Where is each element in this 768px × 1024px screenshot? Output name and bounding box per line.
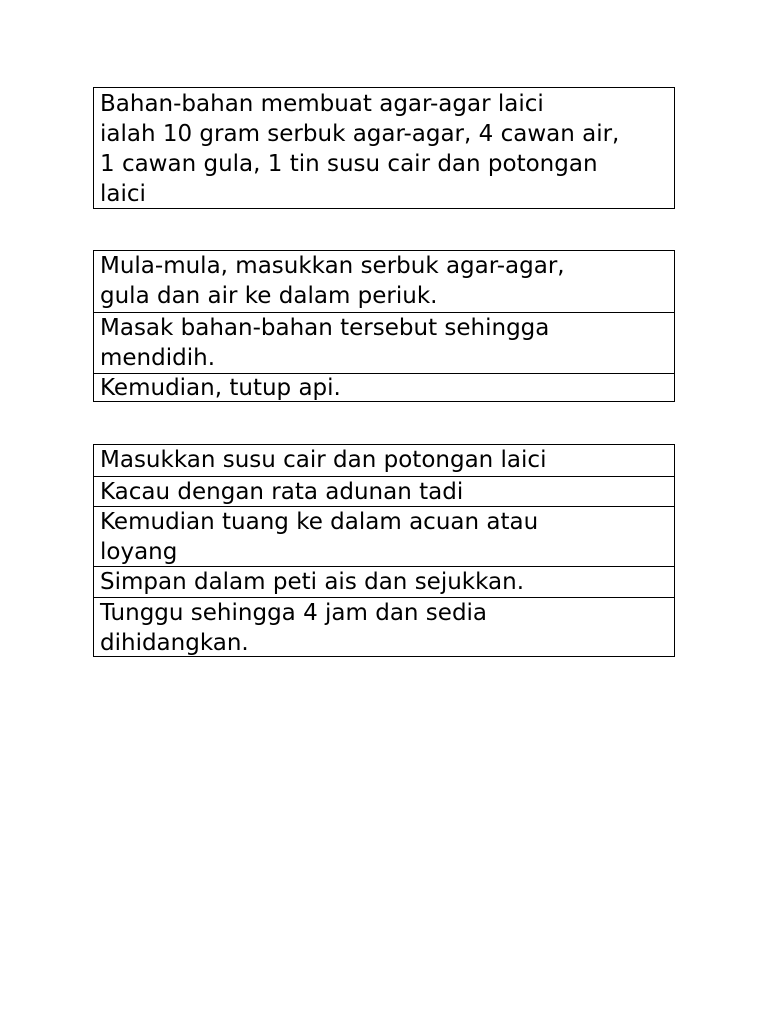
steps-box-1 (93, 250, 675, 402)
step-cell: Kemudian tuang ke dalam acuan atau loyang (94, 506, 674, 566)
step-cell: Simpan dalam peti ais dan sejukkan. (94, 566, 674, 597)
ingredients-text: Bahan-bahan membuat agar-agar laici ialah 10 gram serbuk agar-agar, 4 cawan air, 1 cawan gula, 1 tin susu cair dan potongan laici (100, 91, 620, 207)
step-cell: Kemudian, tutup api. (94, 373, 674, 401)
step-cell: Masukkan susu cair dan potongan laici (100, 447, 547, 473)
step-cell: Kacau dengan rata adunan tadi (94, 476, 674, 506)
step-cell: Tunggu sehingga 4 jam dan sedia dihidangkan. (94, 597, 674, 656)
ingredients-box (93, 87, 675, 209)
step-cell: Masak bahan-bahan tersebut sehingga mendidih. (94, 312, 674, 373)
steps-box-2 (93, 444, 675, 657)
step-cell: Mula-mula, masukkan serbuk agar-agar, gula dan air ke dalam periuk. (100, 253, 565, 309)
